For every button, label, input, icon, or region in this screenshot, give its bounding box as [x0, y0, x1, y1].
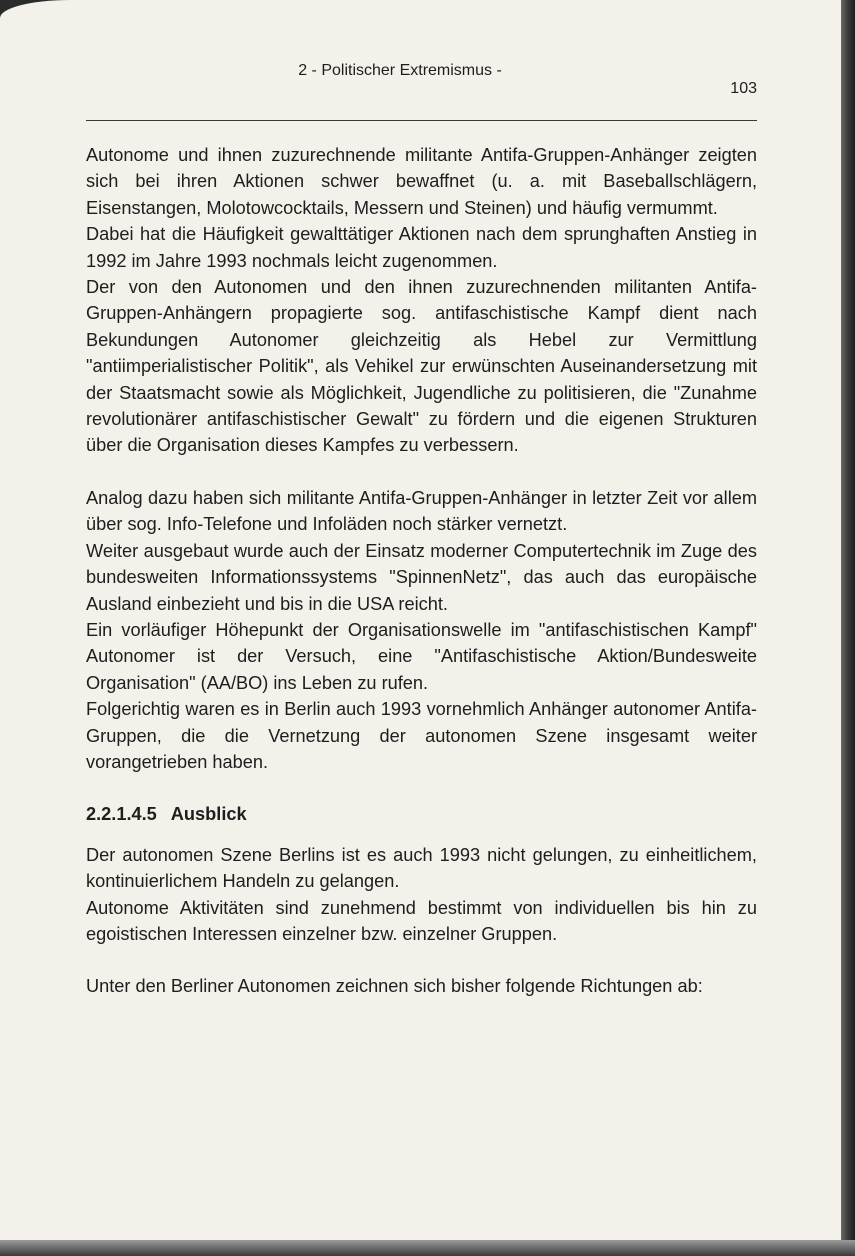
paragraph: Folgerichtig waren es in Berlin auch 1993 vornehmlich Anhänger autonomer Antifa-Gruppen, die die Vernetzung der autonomen Szene insgesamt weiter vorangetrieben haben. — [86, 699, 757, 772]
paragraph: Dabei hat die Häufigkeit gewalttätiger Aktionen nach dem sprunghaften Anstieg in 1992 im Jahre 1993 nochmals leicht zugenommen. — [86, 224, 757, 271]
section-title: Ausblick — [170, 804, 247, 825]
paragraph: Autonome Aktivitäten sind zunehmend bestimmt von individuellen bis hin zu egoistischen Interessen einzelner bzw. einzelner Gruppen. — [86, 897, 757, 944]
paragraph: Weiter ausgebaut wurde auch der Einsatz moderner Computertechnik im Zuge des bundesweiten Informationssystems "SpinnenNetz", das auch das europäische Ausland einbezieht und bis in die USA reicht. — [86, 540, 757, 614]
page-body — [86, 142, 757, 1000]
running-header: 2 - Politischer Extremismus - — [298, 62, 502, 79]
paragraph: Der autonomen Szene Berlins ist es auch 1993 nicht gelungen, zu einheitlichem, kontinuierlichem Handeln zu gelangen. — [86, 844, 757, 892]
header-divider — [86, 120, 757, 121]
section-number: 2.2.1.4.5 — [86, 804, 157, 825]
book-spine-edge — [841, 0, 855, 1256]
page-number: 103 — [730, 80, 757, 97]
paragraph: Unter den Berliner Autonomen zeichnen sich bisher folgende Richtungen ab: — [86, 976, 703, 997]
paragraph: Ein vorläufiger Höhepunkt der Organisationswelle im "antifaschistischen Kampf" Autonomer ist der Versuch, eine "Antifaschistische Aktion/Bundesweite Organisation" (AA/BO) ins Leben zu rufen. — [86, 619, 757, 693]
paragraph: Autonome und ihnen zuzurechnende militante Antifa-Gruppen-Anhänger zeigten sich bei ihren Aktionen schwer bewaffnet (u. a. mit Baseballschlägern, Eisenstangen, Molotowcocktails, Messern und Steinen) und häufig vermummt. — [86, 145, 757, 218]
page-bottom-edge — [0, 1240, 855, 1256]
paragraph: Analog dazu haben sich militante Antifa-Gruppen-Anhänger in letzter Zeit vor allem über sog. Info-Telefone und Infoläden noch stärker vernetzt. — [86, 487, 757, 535]
section-heading — [86, 801, 757, 827]
paragraph: Der von den Autonomen und den ihnen zuzurechnenden militanten Antifa-Gruppen-Anhängern propagierte sog. antifaschistische Kampf dient nach Bekundungen Autonomer gleichzeitig als Hebel zur Vermittlung "antiimperialistischer Politik", als Vehikel zur erwünschten Auseinandersetzung mit der Staatsmacht sowie als Möglichkeit, Jugendliche zu politisieren, die "Zunahme revolutionärer antifaschistischer Gewalt" zu fördern und die eigenen Strukturen über die Organisation dieses Kampfes zu verbessern. — [86, 277, 757, 456]
